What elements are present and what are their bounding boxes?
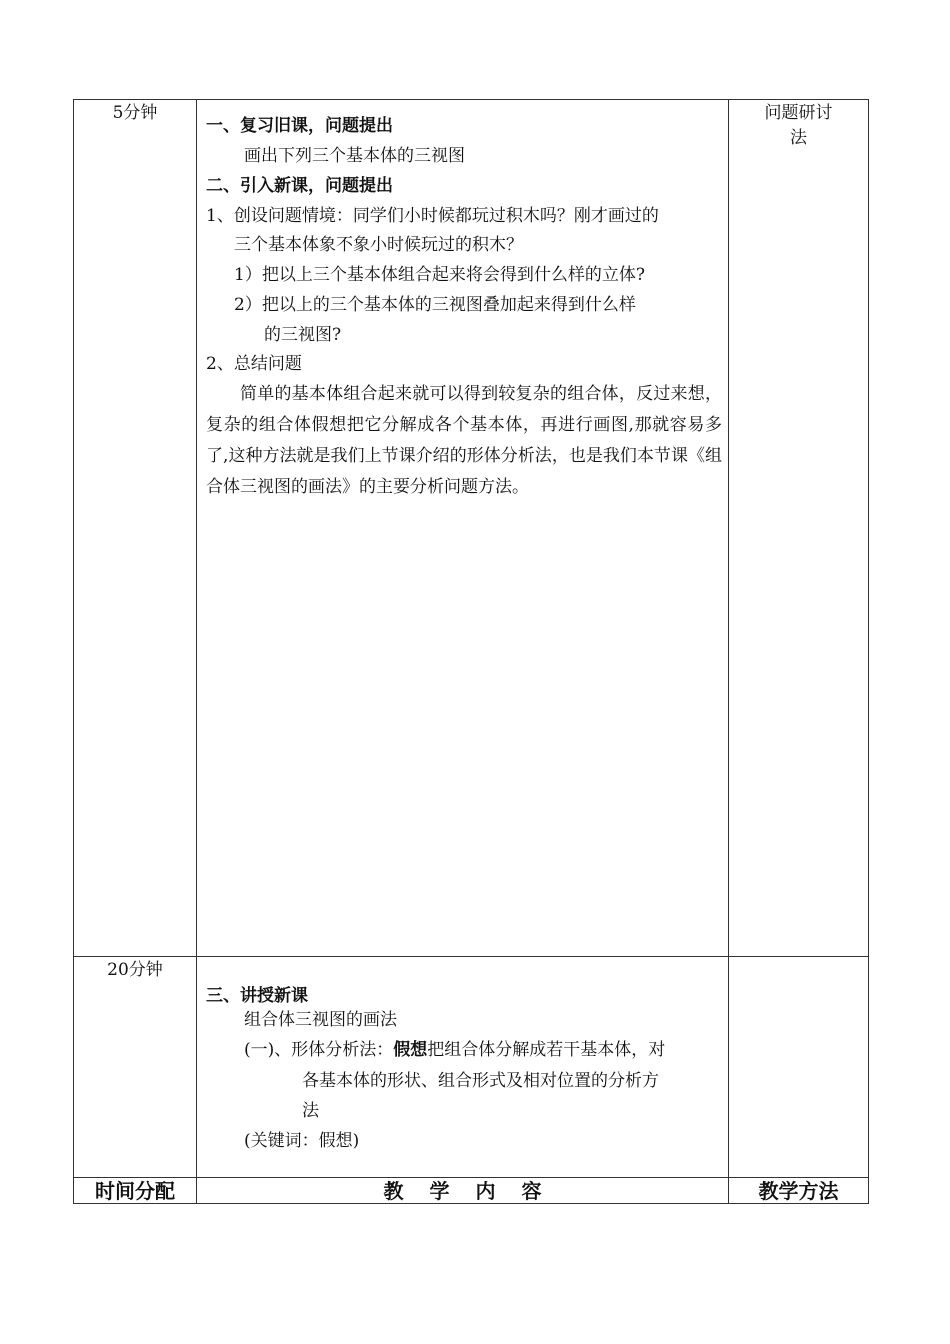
method-prefix: (一)、形体分析法：	[244, 1040, 394, 1060]
method-definition-line2: 各基本体的形状、组合形式及相对位置的分析方	[302, 1071, 659, 1091]
table-right-border	[868, 99, 869, 1204]
row-divider	[73, 956, 869, 957]
section-heading-intro: 二、引入新课，问题提出	[206, 176, 393, 196]
subquestion-2-line1: 2）把以上的三个基本体的三视图叠加起来得到什么样	[234, 295, 636, 315]
table-bottom-border	[73, 1203, 869, 1204]
row1-method-line1: 问题研讨	[764, 103, 833, 123]
keyword-note: (关键词：假想)	[244, 1131, 360, 1151]
item1-line1: 1、创设问题情境：同学们小时候都玩过积木吗？刚才画过的	[206, 206, 659, 226]
column-divider-time	[196, 99, 197, 1204]
row1-method-line2: 法	[790, 128, 807, 148]
header-top-border	[73, 1177, 869, 1178]
section-heading-new-lesson: 三、讲授新课	[206, 986, 308, 1006]
column-divider-method	[728, 99, 729, 1204]
row2-time-cell: 20分钟	[107, 960, 163, 980]
method-definition-line1	[244, 1040, 665, 1060]
lesson-topic: 组合体三视图的画法	[244, 1010, 397, 1030]
row1-time-cell: 5分钟	[112, 103, 158, 123]
header-time-allocation: 时间分配	[95, 1179, 175, 1203]
task-draw-three-views: 画出下列三个基本体的三视图	[244, 146, 465, 166]
header-teaching-content: 教学内容	[383, 1179, 568, 1203]
method-rest: 把组合体分解成若干基本体，对	[427, 1040, 666, 1060]
subquestion-1: 1）把以上三个基本体组合起来将会得到什么样的立体?	[234, 265, 645, 285]
table-left-border	[73, 99, 74, 1204]
subquestion-2-line2: 的三视图?	[264, 325, 342, 345]
summary-paragraph: 简单的基本体组合起来就可以得到较复杂的组合体，反过来想，复杂的组合体假想把它分解成各个基本体，再进行画图,那就容易多了,这种方法就是我们上节课介绍的形体分析法，也是我们本节课《组合体三视图的画法》的主要分析问题方法。	[206, 384, 722, 497]
table-top-border	[73, 99, 869, 100]
item2-summary-title: 2、总结问题	[206, 354, 302, 374]
item1-line2: 三个基本体象不象小时候玩过的积木？	[234, 235, 523, 255]
method-keyword: 假想	[393, 1040, 428, 1060]
method-definition-line3: 法	[302, 1101, 319, 1121]
header-teaching-method: 教学方法	[758, 1179, 839, 1203]
section-heading-review: 一、复习旧课，问题提出	[206, 116, 393, 136]
